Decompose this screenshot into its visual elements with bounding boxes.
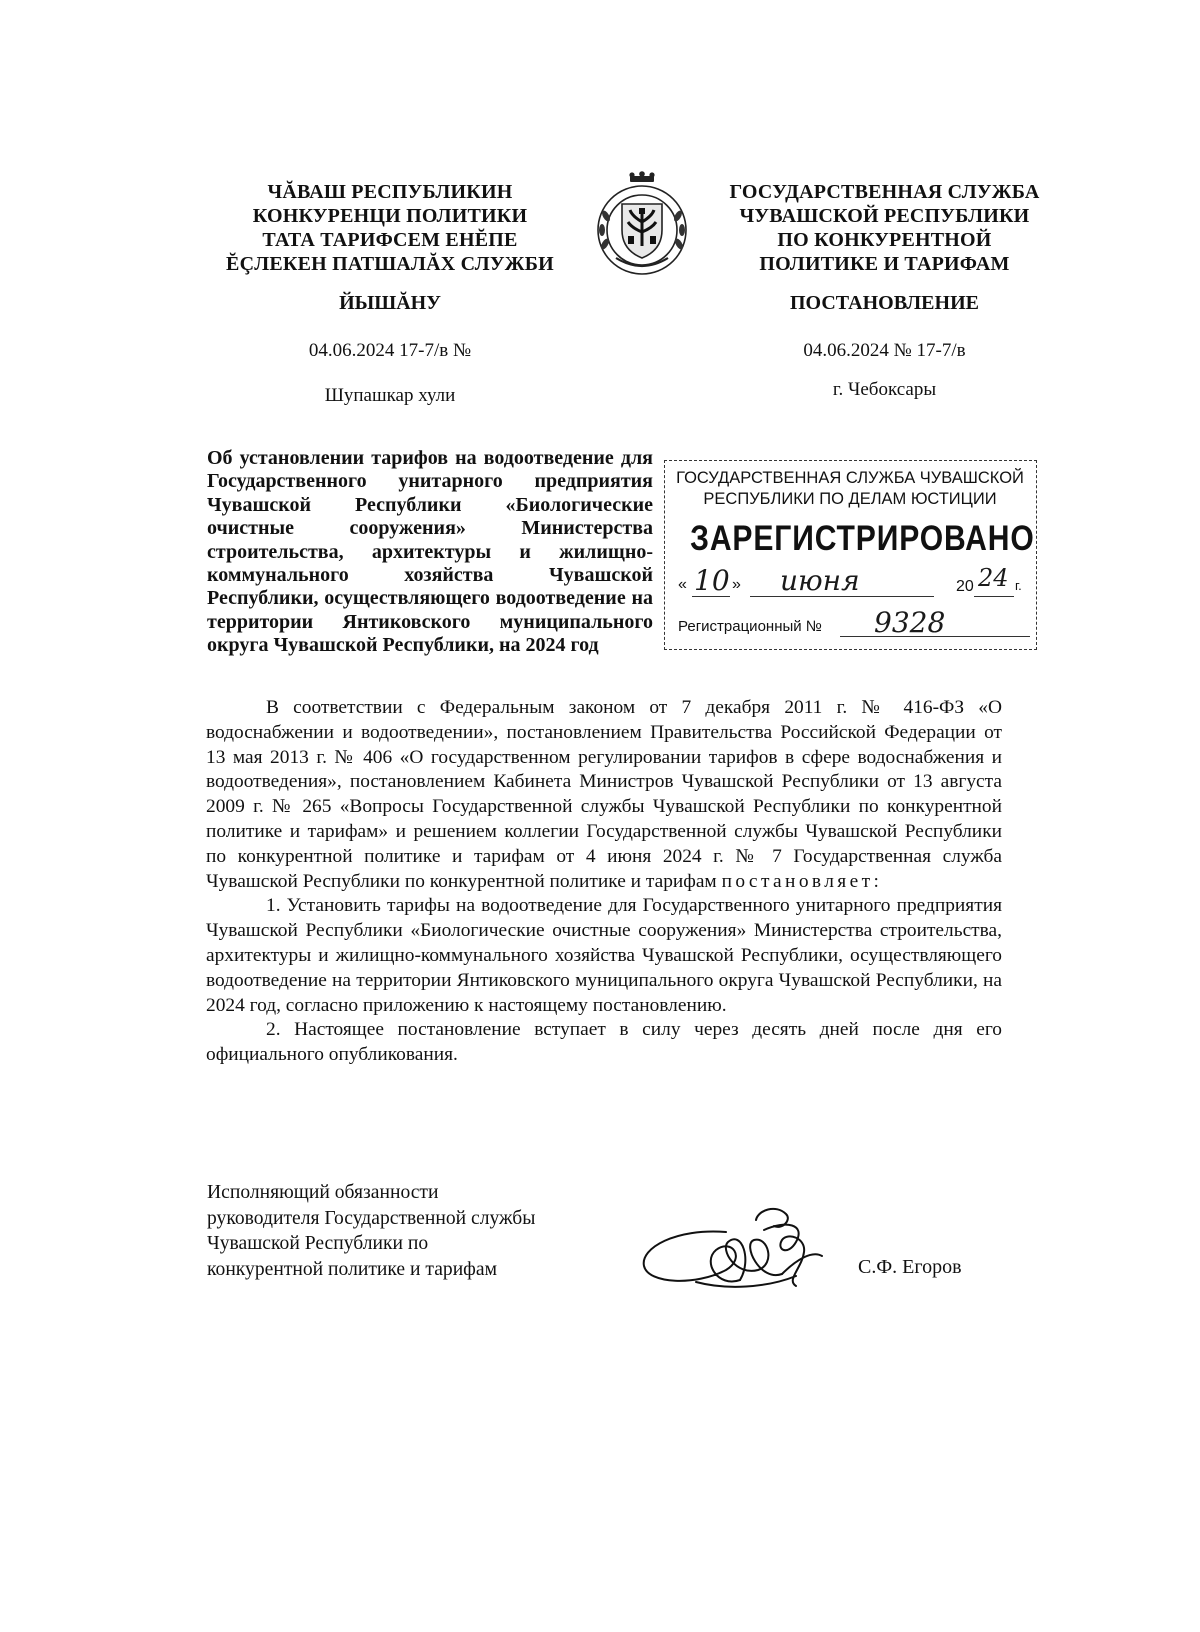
stamp-year-underline bbox=[974, 596, 1014, 597]
stamp-reg-number-handwritten: 9328 bbox=[874, 606, 946, 639]
doc-type-chuvash: ЙЫШĂНУ bbox=[339, 292, 441, 314]
registration-stamp bbox=[664, 460, 1037, 650]
stamp-status: ЗАРЕГИСТРИРОВАНО bbox=[690, 519, 1035, 558]
place-chuvash: Шупашкар хули bbox=[324, 385, 456, 406]
signatory-position-line: руководителя Государственной службы bbox=[207, 1207, 536, 1229]
signer-name: С.Ф. Егоров bbox=[858, 1256, 962, 1278]
stamp-quote-close: » bbox=[732, 576, 741, 593]
header-right-line: ПО КОНКУРЕНТНОЙ bbox=[777, 229, 992, 251]
date-number-russian: 04.06.2024 № 17-7/в bbox=[803, 340, 966, 361]
stamp-day-handwritten: 10 bbox=[694, 564, 730, 597]
stamp-number-underline bbox=[840, 636, 1030, 637]
handwritten-signature-icon bbox=[636, 1190, 836, 1302]
header-left-line: КОНКУРЕНЦИ ПОЛИТИКИ bbox=[252, 205, 528, 227]
stamp-year-g: г. bbox=[1015, 578, 1022, 593]
stamp-year-prefix: 20 bbox=[956, 578, 974, 595]
doc-type-russian: ПОСТАНОВЛЕНИЕ bbox=[790, 292, 979, 314]
stamp-month-underline bbox=[750, 596, 934, 597]
body-item-2: 2. Настоящее постановление вступает в силу через десять дней после дня его официального опубликования. bbox=[206, 1019, 1002, 1066]
header-right-line: ПОЛИТИКЕ И ТАРИФАМ bbox=[759, 253, 1010, 275]
stamp-date-row bbox=[674, 564, 1034, 600]
preamble-verb: постановляет: bbox=[721, 870, 883, 892]
header-right-org-name bbox=[712, 180, 1057, 276]
header-left-line: ЧĂВАШ РЕСПУБЛИКИН bbox=[267, 181, 513, 203]
header-left-org-name bbox=[205, 180, 575, 276]
stamp-org-line: РЕСПУБЛИКИ ПО ДЕЛАМ ЮСТИЦИИ bbox=[703, 490, 997, 508]
signatory-position-line: Чувашской Республики по bbox=[207, 1233, 429, 1254]
signatory-position-line: Исполняющий обязанности bbox=[207, 1182, 439, 1203]
signatory-position-line: конкурентной политике и тарифам bbox=[207, 1258, 497, 1280]
stamp-month-handwritten: июня bbox=[780, 564, 860, 597]
stamp-quote-open: « bbox=[678, 576, 687, 593]
chuvash-coat-of-arms-icon bbox=[590, 170, 694, 282]
place-russian: г. Чебоксары bbox=[832, 379, 937, 400]
date-number-chuvash: 04.06.2024 17-7/в № bbox=[308, 340, 472, 361]
document-body bbox=[206, 696, 1002, 1068]
header-left-line: ĔÇЛЕКЕН ПАТШАЛĂХ СЛУЖБИ bbox=[226, 253, 554, 275]
stamp-number-row bbox=[674, 606, 1034, 640]
document-subject-title: Об установлении тарифов на водоотведение для Государственного унитарного предприятия Чувашской Республики «Биологические очистные сооружения» Министерства строительства, архитектуры и жилищно-коммунального хозяйства Чувашской Республики, осуществляющего водоотведение на территории Янтиковского муниципального округа Чувашской Республики, на 2024 год bbox=[207, 447, 653, 657]
header-left-line: ТАТА ТАРИФСЕМ ЕНĔПЕ bbox=[262, 229, 518, 251]
preamble-text: В соответствии с Федеральным законом от 7 декабря 2011 г. № 416-ФЗ «О водоснабжении и водоотведении», постановлением Правительства Российской Федерации от 13 мая 2013 г. № 406 «О государственном регулировании тарифов в сфере водоснабжения и водоотведения», постановлением Кабинета Министров Чувашской Республики от 13 августа 2009 г. № 265 «Вопросы Государственной службы Чувашской Республики по конкурентной политике и тарифам» и решением коллегии Государственной службы Чувашской Республики по конкурентной политике и тарифам от 4 июня 2024 г. № 7 Государственная служба Чувашской Республики по конкурентной политике и тарифам bbox=[206, 697, 1002, 892]
stamp-organization bbox=[674, 468, 1026, 510]
body-item-1: 1. Установить тарифы на водоотведение для Государственного унитарного предприятия Чувашской Республики «Биологические очистные сооружения» Министерства строительства, архитектуры и жилищно-коммунального хозяйства Чувашской Республики, осуществляющего водоотведение на территории Янтиковского муниципального округа Чувашской Республики, на 2024 год, согласно приложению к настоящему постановлению. bbox=[206, 895, 1002, 1016]
stamp-year-handwritten: 24 bbox=[978, 564, 1009, 592]
header-right-line: ГОСУДАРСТВЕННАЯ СЛУЖБА bbox=[729, 181, 1040, 203]
header-right-line: ЧУВАШСКОЙ РЕСПУБЛИКИ bbox=[739, 205, 1030, 227]
body-preamble bbox=[206, 696, 1002, 894]
stamp-org-line: ГОСУДАРСТВЕННАЯ СЛУЖБА ЧУВАШСКОЙ bbox=[676, 469, 1024, 487]
signatory-position bbox=[207, 1180, 535, 1282]
stamp-reg-label: Регистрационный № bbox=[678, 618, 822, 635]
stamp-day-underline bbox=[692, 596, 730, 597]
